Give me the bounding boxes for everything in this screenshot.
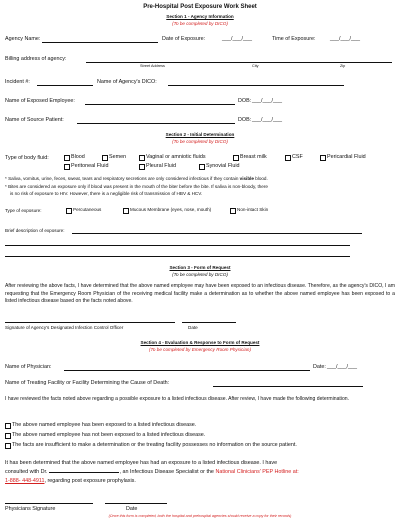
agency-name-label: Agency Name: bbox=[5, 36, 41, 42]
exposed-dob-label: DOB: bbox=[238, 98, 252, 104]
zip-caption: Zip bbox=[340, 64, 346, 68]
footer-note: (Once this form is completed, both the hospital and prehospital agencies should receive a copy for their records) bbox=[108, 514, 292, 518]
checkbox-icon bbox=[64, 155, 70, 161]
section-1-heading: Section 1 - Agency Information bbox=[166, 14, 234, 19]
source-patient-field[interactable] bbox=[77, 123, 235, 124]
exposure-type-label: Type of exposure: bbox=[5, 208, 42, 213]
review-statement: I have reviewed the facts noted above regarding a possible exposure to a listed infectious disease. After review, I have made the following determination. bbox=[5, 396, 350, 402]
bites-note-line-1: * Bites are considered an exposure only if blood was present in the mouth of the biter before the bite. If saliva is non-bloody, there bbox=[5, 184, 268, 189]
physician-signature-date-field[interactable] bbox=[105, 503, 167, 504]
section-4-note: (To be completed by Emergency Room Physician) bbox=[149, 347, 251, 352]
pep-hotline-phone[interactable]: 1-888- 448-4911 bbox=[5, 478, 45, 484]
source-dob-field[interactable]: ___/___/___ bbox=[252, 117, 282, 123]
dico-signature-date-field[interactable] bbox=[182, 322, 236, 323]
section-3-note: (To be completed by DICO) bbox=[172, 272, 228, 277]
physician-label: Name of Physician: bbox=[5, 364, 52, 370]
page-title: Pre-Hospital Post Exposure Work Sheet bbox=[143, 4, 257, 10]
checkbox-icon bbox=[320, 155, 326, 161]
dico-name-label: Name of Agency's DICO: bbox=[97, 79, 157, 85]
source-patient-label: Name of Source Patient: bbox=[5, 117, 64, 123]
section-2-heading: Section 2 - Initial Determination bbox=[165, 132, 235, 137]
source-dob-label: DOB: bbox=[238, 117, 252, 123]
checkbox-icon bbox=[64, 164, 70, 170]
pep-hotline-label: National Clinicians' PEP Hotline at: bbox=[215, 469, 299, 475]
checkbox-icon bbox=[199, 164, 205, 170]
checkbox-icon bbox=[5, 443, 11, 449]
time-exposure-label: Time of Exposure: bbox=[272, 36, 316, 42]
brief-description-label: Brief description of exposure: bbox=[5, 228, 65, 233]
incident-field[interactable] bbox=[37, 85, 93, 86]
checkbox-icon bbox=[5, 433, 11, 439]
date-exposure-label: Date of Exposure: bbox=[162, 36, 206, 42]
incident-label: Incident #: bbox=[5, 79, 30, 85]
checkbox-icon bbox=[285, 155, 291, 161]
section-4-heading: Section 4 - Evaluation & Response to Form of Request bbox=[140, 340, 260, 345]
physician-signature-field[interactable] bbox=[5, 503, 93, 504]
section-1-note: (To be completed by DICO) bbox=[172, 21, 228, 26]
exposed-employee-label: Name of Exposed Employee: bbox=[5, 98, 75, 104]
saliva-note: * Saliva, vomitus, urine, feces, sweat, tears and respiratory secretions are only considered infectious if they contain visible blood. bbox=[5, 176, 268, 181]
brief-description-line-1[interactable] bbox=[72, 233, 362, 234]
street-caption: Street Address bbox=[140, 64, 165, 68]
time-exposure-field[interactable]: ___/___/___ bbox=[330, 36, 360, 42]
dico-date-label: Date bbox=[188, 325, 198, 330]
checkbox-icon bbox=[139, 164, 145, 170]
physician-field[interactable] bbox=[64, 370, 310, 371]
worksheet-page: Pre-Hospital Post Exposure Work Sheet Section 1 - Agency Information (To be completed by DICO) Agency Name: Date of Exposure: ___/___/___ Time of Exposure: ___/___/___ Billing address of agency: Street Address City Zip Incident #: Name of Agency's DICO: Name of Exposed Employee: DOB: ___/___/___ Name of Source Patient: DOB: ___/___/___ Section 2 - Initial Determination (To be completed by DICO) Type of body fluid: Blood Semen Vaginal or amniotic fluids Breast milk CSF Pericardial Fluid Peritoneal Fluid Pleural Fluid Synovial Fluid * Saliva, vomitus, urine, feces, sweat, tears and respiratory secretions are only considered infectious if they contain visible blood. * Bites are considered an exposure only if blood was present in the mouth of the biter before the bite. If saliva is non-bloody, there is no risk of exposure to HIV. However, there is a negligible risk of transmission of HBV & HCV. Type of exposure: Percutaneous Mucous Membrane (eyes, nose, mouth) Non-intact Skin Brief description of exposure: Section 3 - Form of Request (To be completed by DICO) After reviewing the above facts, I have determined that the above named employee may have been exposed to an infectious disease. Therefore, as the agency's DICO, I am requesting that the Emergency Room Physician of the receiving medical facility make a determination as to whether the above named employee has been exposed to a listed infectious disease based on the facts noted above. Signature of Agency's Designated Infection Control Officer Date Section 4 - Evaluation & Response to Form of Request (To be completed by Emergency Room Physician) Name of Physician: Date: ___/___/___ Name of Treating Facility or Facility Determining the Cause of Death: I have reviewed the facts noted above regarding a possible exposure to a listed infectious disease. After review, I have made the following determination. The above named employee has been exposed to a listed infectious disease. The above named employee has not been exposed to a listed infectious disease. The facts are insufficient to make a determination or the treating facility possesses no information on the source patient. It has been determined that the above named employee has had an exposure to a listed infectious disease. I have consulted with Dr. , an Infectious Disease Specialist or the National Clinicians' PEP Hotline at: 1-888- 448-4911, regarding post exposure prophylaxis. Physicians Signature Date (Once this form is completed, both the hospital and prehospital agencies should receive a copy for their records) bbox=[0, 0, 400, 523]
physician-date-field[interactable]: ___/___/___ bbox=[327, 364, 357, 370]
brief-description-line-2[interactable] bbox=[5, 245, 350, 246]
consulted-doctor-field[interactable] bbox=[49, 472, 119, 473]
checkbox-icon bbox=[123, 208, 129, 214]
date-exposure-field[interactable]: ___/___/___ bbox=[222, 36, 252, 42]
fluid-label: Type of body fluid: bbox=[5, 155, 49, 161]
physician-date-label: Date: bbox=[313, 364, 326, 370]
checkbox-icon bbox=[102, 155, 108, 161]
consult-line-2: consulted with Dr. , an Infectious Disease Specialist or the National Clinicians' PEP Hotline at: bbox=[5, 469, 299, 475]
section-3-heading: Section 3 - Form of Request bbox=[169, 265, 231, 270]
checkbox-icon bbox=[5, 423, 11, 429]
agency-name-field[interactable] bbox=[42, 42, 158, 43]
exposed-dob-field[interactable]: ___/___/___ bbox=[252, 98, 282, 104]
facility-field[interactable] bbox=[213, 386, 363, 387]
checkbox-icon bbox=[230, 208, 236, 214]
section-2-note: (To be completed by DICO) bbox=[172, 139, 228, 144]
dico-name-field[interactable] bbox=[168, 85, 344, 86]
facility-label: Name of Treating Facility or Facility Determining the Cause of Death: bbox=[5, 380, 170, 386]
consult-line-1: It has been determined that the above named employee has had an exposure to a listed infectious disease. I have bbox=[5, 460, 278, 466]
dico-signature-label: Signature of Agency's Designated Infection Control Officer bbox=[5, 325, 124, 330]
physician-date-caption: Date bbox=[126, 506, 138, 512]
billing-address-field[interactable] bbox=[86, 62, 392, 63]
dico-signature-field[interactable] bbox=[5, 322, 175, 323]
section-3-paragraph: After reviewing the above facts, I have determined that the above named employee may have been exposed to an infectious disease. Therefore, as the agency's DICO, I am requesting that the Emergency Room Physician of the receiving medical facility make a determination as to whether the above named employee has been exposed to a listed infectious disease based on the facts noted above. bbox=[5, 283, 395, 305]
city-caption: City bbox=[252, 64, 259, 68]
billing-label: Billing address of agency: bbox=[5, 56, 67, 62]
checkbox-icon bbox=[233, 155, 239, 161]
brief-description-line-3[interactable] bbox=[5, 256, 350, 257]
checkbox-icon bbox=[66, 208, 72, 214]
checkbox-icon bbox=[139, 155, 145, 161]
bites-note-line-2: is no risk of exposure to HIV. However, there is a negligible risk of transmission of HBV & HCV. bbox=[10, 191, 203, 196]
consult-line-3: 1-888- 448-4911, regarding post exposure prophylaxis. bbox=[5, 478, 136, 484]
exposed-employee-field[interactable] bbox=[85, 104, 235, 105]
physician-signature-label: Physicians Signature bbox=[5, 506, 56, 512]
